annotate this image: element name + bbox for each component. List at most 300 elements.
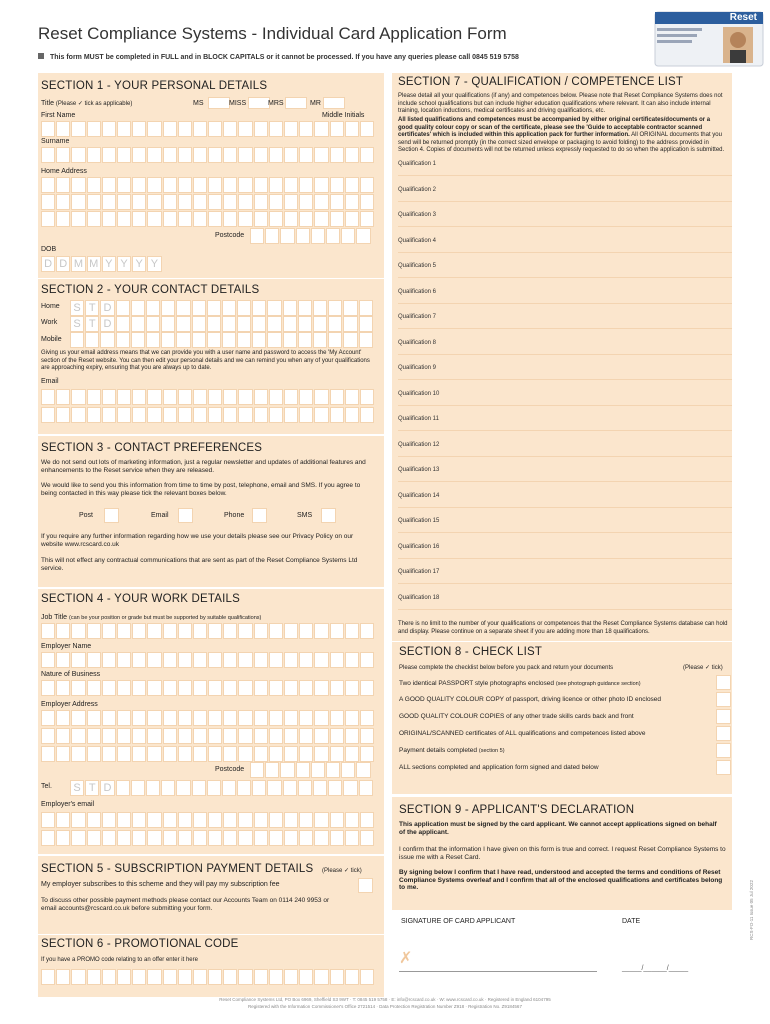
char-cell[interactable] (345, 728, 359, 744)
char-cell[interactable] (330, 177, 344, 193)
char-cell[interactable] (269, 680, 283, 696)
char-cell[interactable] (254, 147, 268, 163)
char-cell[interactable] (252, 300, 266, 316)
char-cell[interactable] (314, 812, 328, 828)
char-cell[interactable] (100, 332, 114, 348)
char-cell[interactable] (223, 728, 237, 744)
email-field-line2[interactable] (41, 407, 374, 423)
char-cell[interactable] (132, 830, 146, 846)
employer-address-line2[interactable] (41, 728, 374, 744)
char-cell[interactable] (71, 389, 85, 405)
char-cell[interactable] (223, 710, 237, 726)
char-cell[interactable] (56, 652, 70, 668)
char-cell[interactable] (131, 316, 145, 332)
char-cell[interactable] (284, 407, 298, 423)
char-cell[interactable] (102, 680, 116, 696)
char-cell[interactable] (314, 407, 328, 423)
char-cell[interactable]: Y (132, 256, 146, 272)
char-cell[interactable] (147, 177, 161, 193)
char-cell[interactable] (299, 969, 313, 985)
char-cell[interactable] (71, 812, 85, 828)
char-cell[interactable] (330, 623, 344, 639)
home-address-line2[interactable] (41, 194, 374, 210)
char-cell[interactable] (208, 147, 222, 163)
char-cell[interactable] (269, 623, 283, 639)
char-cell[interactable] (284, 389, 298, 405)
char-cell[interactable] (132, 389, 146, 405)
char-cell[interactable] (345, 121, 359, 137)
char-cell[interactable] (299, 147, 313, 163)
char-cell[interactable] (330, 652, 344, 668)
char-cell[interactable] (71, 969, 85, 985)
char-cell[interactable] (56, 812, 70, 828)
char-cell[interactable] (41, 830, 55, 846)
char-cell[interactable] (254, 680, 268, 696)
char-cell[interactable] (117, 407, 131, 423)
char-cell[interactable] (71, 728, 85, 744)
char-cell[interactable] (116, 780, 130, 796)
char-cell[interactable] (102, 177, 116, 193)
char-cell[interactable] (360, 389, 374, 405)
char-cell[interactable] (238, 680, 252, 696)
char-cell[interactable] (222, 780, 236, 796)
char-cell[interactable] (178, 728, 192, 744)
char-cell[interactable]: S (70, 316, 84, 332)
qualification-entry-line[interactable] (398, 498, 732, 508)
employer-address-line1[interactable] (41, 710, 374, 726)
char-cell[interactable] (359, 780, 373, 796)
char-cell[interactable] (87, 969, 101, 985)
char-cell[interactable] (163, 969, 177, 985)
char-cell[interactable] (117, 121, 131, 137)
char-cell[interactable] (147, 728, 161, 744)
char-cell[interactable] (193, 389, 207, 405)
char-cell[interactable] (147, 623, 161, 639)
char-cell[interactable] (238, 746, 252, 762)
char-cell[interactable] (238, 969, 252, 985)
pref-sms-checkbox[interactable] (321, 508, 336, 523)
char-cell[interactable]: M (87, 256, 101, 272)
char-cell[interactable]: D (100, 316, 114, 332)
char-cell[interactable] (193, 623, 207, 639)
char-cell[interactable] (238, 623, 252, 639)
qualification-entry-line[interactable] (398, 192, 732, 202)
char-cell[interactable] (87, 407, 101, 423)
char-cell[interactable] (56, 194, 70, 210)
char-cell[interactable] (345, 147, 359, 163)
char-cell[interactable] (269, 652, 283, 668)
char-cell[interactable] (131, 780, 145, 796)
char-cell[interactable] (70, 332, 84, 348)
char-cell[interactable] (117, 969, 131, 985)
promo-code-field[interactable] (41, 969, 374, 985)
char-cell[interactable] (132, 652, 146, 668)
char-cell[interactable] (132, 121, 146, 137)
char-cell[interactable] (238, 177, 252, 193)
home-postcode-field[interactable] (250, 228, 371, 244)
char-cell[interactable] (132, 194, 146, 210)
char-cell[interactable] (252, 316, 266, 332)
char-cell[interactable] (238, 652, 252, 668)
home-address-line1[interactable] (41, 177, 374, 193)
char-cell[interactable] (176, 300, 190, 316)
char-cell[interactable] (192, 316, 206, 332)
char-cell[interactable] (223, 680, 237, 696)
char-cell[interactable] (178, 812, 192, 828)
char-cell[interactable] (269, 177, 283, 193)
char-cell[interactable] (163, 147, 177, 163)
char-cell[interactable] (298, 332, 312, 348)
char-cell[interactable] (328, 300, 342, 316)
char-cell[interactable] (238, 830, 252, 846)
char-cell[interactable] (178, 211, 192, 227)
char-cell[interactable] (330, 407, 344, 423)
char-cell[interactable] (254, 746, 268, 762)
employer-name-field[interactable] (41, 652, 374, 668)
char-cell[interactable] (193, 407, 207, 423)
char-cell[interactable] (360, 407, 374, 423)
char-cell[interactable] (299, 710, 313, 726)
char-cell[interactable] (56, 710, 70, 726)
nature-field[interactable] (41, 680, 374, 696)
char-cell[interactable] (193, 830, 207, 846)
char-cell[interactable] (269, 746, 283, 762)
char-cell[interactable] (116, 300, 130, 316)
check-photos-box[interactable] (716, 675, 731, 690)
char-cell[interactable] (193, 147, 207, 163)
char-cell[interactable] (71, 211, 85, 227)
employer-address-line3[interactable] (41, 746, 374, 762)
char-cell[interactable] (178, 147, 192, 163)
char-cell[interactable] (299, 211, 313, 227)
char-cell[interactable] (102, 194, 116, 210)
char-cell[interactable] (223, 652, 237, 668)
char-cell[interactable] (56, 211, 70, 227)
char-cell[interactable] (208, 211, 222, 227)
char-cell[interactable] (299, 389, 313, 405)
char-cell[interactable] (56, 728, 70, 744)
char-cell[interactable] (314, 147, 328, 163)
char-cell[interactable] (41, 746, 55, 762)
char-cell[interactable] (238, 211, 252, 227)
char-cell[interactable] (360, 194, 374, 210)
char-cell[interactable] (314, 680, 328, 696)
char-cell[interactable] (345, 194, 359, 210)
char-cell[interactable] (193, 969, 207, 985)
char-cell[interactable] (330, 812, 344, 828)
char-cell[interactable] (117, 177, 131, 193)
char-cell[interactable] (223, 211, 237, 227)
char-cell[interactable] (147, 746, 161, 762)
char-cell[interactable] (223, 177, 237, 193)
char-cell[interactable] (41, 812, 55, 828)
char-cell[interactable] (283, 316, 297, 332)
char-cell[interactable]: Y (117, 256, 131, 272)
char-cell[interactable] (146, 316, 160, 332)
char-cell[interactable] (178, 623, 192, 639)
char-cell[interactable] (56, 830, 70, 846)
qualification-entry-line[interactable] (398, 472, 732, 482)
char-cell[interactable] (314, 710, 328, 726)
char-cell[interactable] (176, 316, 190, 332)
char-cell[interactable] (56, 623, 70, 639)
char-cell[interactable] (238, 121, 252, 137)
char-cell[interactable] (280, 762, 294, 778)
char-cell[interactable] (238, 710, 252, 726)
char-cell[interactable] (330, 710, 344, 726)
char-cell[interactable] (360, 680, 374, 696)
char-cell[interactable] (41, 194, 55, 210)
char-cell[interactable] (102, 121, 116, 137)
char-cell[interactable] (238, 147, 252, 163)
char-cell[interactable] (132, 812, 146, 828)
char-cell[interactable] (345, 969, 359, 985)
char-cell[interactable] (147, 680, 161, 696)
char-cell[interactable] (330, 121, 344, 137)
char-cell[interactable] (267, 780, 281, 796)
char-cell[interactable] (223, 830, 237, 846)
char-cell[interactable] (147, 812, 161, 828)
char-cell[interactable] (208, 623, 222, 639)
char-cell[interactable] (359, 300, 373, 316)
char-cell[interactable] (147, 830, 161, 846)
char-cell[interactable] (345, 623, 359, 639)
char-cell[interactable] (178, 194, 192, 210)
char-cell[interactable] (269, 389, 283, 405)
char-cell[interactable] (223, 969, 237, 985)
char-cell[interactable] (314, 194, 328, 210)
employer-postcode-field[interactable] (250, 762, 371, 778)
char-cell[interactable] (41, 652, 55, 668)
char-cell[interactable] (163, 211, 177, 227)
char-cell[interactable] (176, 332, 190, 348)
char-cell[interactable] (102, 147, 116, 163)
char-cell[interactable] (208, 389, 222, 405)
char-cell[interactable] (41, 623, 55, 639)
char-cell[interactable] (314, 969, 328, 985)
char-cell[interactable] (102, 812, 116, 828)
char-cell[interactable] (163, 830, 177, 846)
char-cell[interactable] (252, 780, 266, 796)
char-cell[interactable] (132, 728, 146, 744)
char-cell[interactable] (237, 780, 251, 796)
char-cell[interactable] (56, 746, 70, 762)
char-cell[interactable] (56, 177, 70, 193)
char-cell[interactable] (254, 969, 268, 985)
char-cell[interactable] (132, 407, 146, 423)
char-cell[interactable] (314, 389, 328, 405)
char-cell[interactable] (314, 652, 328, 668)
char-cell[interactable] (71, 194, 85, 210)
char-cell[interactable] (56, 407, 70, 423)
char-cell[interactable] (117, 147, 131, 163)
char-cell[interactable] (192, 332, 206, 348)
char-cell[interactable] (238, 389, 252, 405)
char-cell[interactable] (132, 969, 146, 985)
char-cell[interactable] (146, 780, 160, 796)
char-cell[interactable] (117, 830, 131, 846)
char-cell[interactable] (237, 316, 251, 332)
char-cell[interactable]: Y (147, 256, 161, 272)
char-cell[interactable] (193, 194, 207, 210)
char-cell[interactable] (254, 194, 268, 210)
home-phone-field[interactable] (70, 300, 373, 316)
char-cell[interactable] (360, 623, 374, 639)
char-cell[interactable] (208, 830, 222, 846)
char-cell[interactable] (326, 228, 340, 244)
char-cell[interactable] (345, 746, 359, 762)
char-cell[interactable] (299, 623, 313, 639)
char-cell[interactable] (161, 780, 175, 796)
char-cell[interactable] (87, 389, 101, 405)
qualification-entry-line[interactable] (398, 217, 732, 227)
char-cell[interactable] (250, 762, 264, 778)
char-cell[interactable] (208, 407, 222, 423)
char-cell[interactable] (117, 728, 131, 744)
char-cell[interactable] (163, 652, 177, 668)
char-cell[interactable] (208, 177, 222, 193)
char-cell[interactable] (237, 300, 251, 316)
char-cell[interactable] (87, 147, 101, 163)
char-cell[interactable] (360, 121, 374, 137)
pref-phone-checkbox[interactable] (252, 508, 267, 523)
char-cell[interactable] (207, 300, 221, 316)
qualification-entry-line[interactable] (398, 268, 732, 278)
char-cell[interactable] (71, 746, 85, 762)
char-cell[interactable] (330, 969, 344, 985)
char-cell[interactable] (254, 389, 268, 405)
char-cell[interactable] (71, 623, 85, 639)
char-cell[interactable] (178, 969, 192, 985)
char-cell[interactable] (314, 623, 328, 639)
char-cell[interactable]: D (100, 300, 114, 316)
home-address-line3[interactable] (41, 211, 374, 227)
employer-email-line2[interactable] (41, 830, 374, 846)
char-cell[interactable] (71, 830, 85, 846)
char-cell[interactable] (85, 332, 99, 348)
char-cell[interactable] (284, 728, 298, 744)
char-cell[interactable] (284, 830, 298, 846)
char-cell[interactable] (328, 316, 342, 332)
qualification-entry-line[interactable] (398, 574, 732, 584)
char-cell[interactable] (341, 228, 355, 244)
char-cell[interactable] (360, 652, 374, 668)
char-cell[interactable] (131, 300, 145, 316)
char-cell[interactable] (163, 710, 177, 726)
char-cell[interactable] (71, 710, 85, 726)
char-cell[interactable] (163, 407, 177, 423)
char-cell[interactable] (314, 830, 328, 846)
char-cell[interactable] (360, 812, 374, 828)
char-cell[interactable] (284, 177, 298, 193)
char-cell[interactable] (280, 228, 294, 244)
char-cell[interactable] (147, 407, 161, 423)
char-cell[interactable] (161, 300, 175, 316)
char-cell[interactable] (87, 746, 101, 762)
char-cell[interactable] (87, 623, 101, 639)
first-name-field[interactable] (41, 121, 374, 137)
char-cell[interactable] (161, 332, 175, 348)
char-cell[interactable] (299, 652, 313, 668)
char-cell[interactable] (269, 710, 283, 726)
char-cell[interactable] (132, 746, 146, 762)
char-cell[interactable] (208, 652, 222, 668)
qualification-entry-line[interactable] (398, 523, 732, 533)
employer-tel-field[interactable] (70, 780, 373, 796)
char-cell[interactable] (237, 332, 251, 348)
job-title-field[interactable] (41, 623, 374, 639)
char-cell[interactable] (178, 746, 192, 762)
char-cell[interactable] (284, 211, 298, 227)
char-cell[interactable] (223, 623, 237, 639)
date-line[interactable]: _____/______/_____ (622, 965, 689, 972)
char-cell[interactable] (356, 762, 370, 778)
qualification-entry-line[interactable] (398, 396, 732, 406)
char-cell[interactable] (269, 969, 283, 985)
char-cell[interactable] (178, 652, 192, 668)
char-cell[interactable] (102, 407, 116, 423)
char-cell[interactable] (87, 710, 101, 726)
char-cell[interactable] (56, 389, 70, 405)
char-cell[interactable] (207, 780, 221, 796)
char-cell[interactable] (71, 121, 85, 137)
char-cell[interactable] (176, 780, 190, 796)
char-cell[interactable] (299, 812, 313, 828)
char-cell[interactable] (41, 710, 55, 726)
char-cell[interactable] (41, 389, 55, 405)
char-cell[interactable] (254, 407, 268, 423)
title-ms-checkbox[interactable] (208, 97, 230, 109)
char-cell[interactable] (132, 623, 146, 639)
char-cell[interactable] (345, 710, 359, 726)
char-cell[interactable] (163, 389, 177, 405)
char-cell[interactable] (265, 762, 279, 778)
char-cell[interactable] (296, 762, 310, 778)
char-cell[interactable] (117, 389, 131, 405)
char-cell[interactable] (254, 211, 268, 227)
char-cell[interactable] (102, 623, 116, 639)
char-cell[interactable] (359, 316, 373, 332)
char-cell[interactable] (284, 710, 298, 726)
char-cell[interactable] (254, 121, 268, 137)
char-cell[interactable] (360, 830, 374, 846)
char-cell[interactable] (223, 746, 237, 762)
char-cell[interactable] (341, 762, 355, 778)
char-cell[interactable] (359, 332, 373, 348)
char-cell[interactable] (102, 830, 116, 846)
char-cell[interactable] (116, 332, 130, 348)
char-cell[interactable] (147, 969, 161, 985)
char-cell[interactable] (193, 177, 207, 193)
char-cell[interactable] (117, 746, 131, 762)
char-cell[interactable] (146, 300, 160, 316)
char-cell[interactable] (147, 121, 161, 137)
qualification-entry-line[interactable] (398, 166, 732, 176)
char-cell[interactable]: T (85, 316, 99, 332)
char-cell[interactable] (360, 211, 374, 227)
char-cell[interactable] (41, 121, 55, 137)
char-cell[interactable] (265, 228, 279, 244)
char-cell[interactable] (41, 728, 55, 744)
char-cell[interactable] (41, 680, 55, 696)
char-cell[interactable] (41, 147, 55, 163)
char-cell[interactable] (192, 780, 206, 796)
char-cell[interactable]: T (85, 300, 99, 316)
char-cell[interactable] (132, 177, 146, 193)
qualification-entry-line[interactable] (398, 319, 732, 329)
char-cell[interactable] (193, 680, 207, 696)
work-phone-field[interactable] (70, 316, 373, 332)
